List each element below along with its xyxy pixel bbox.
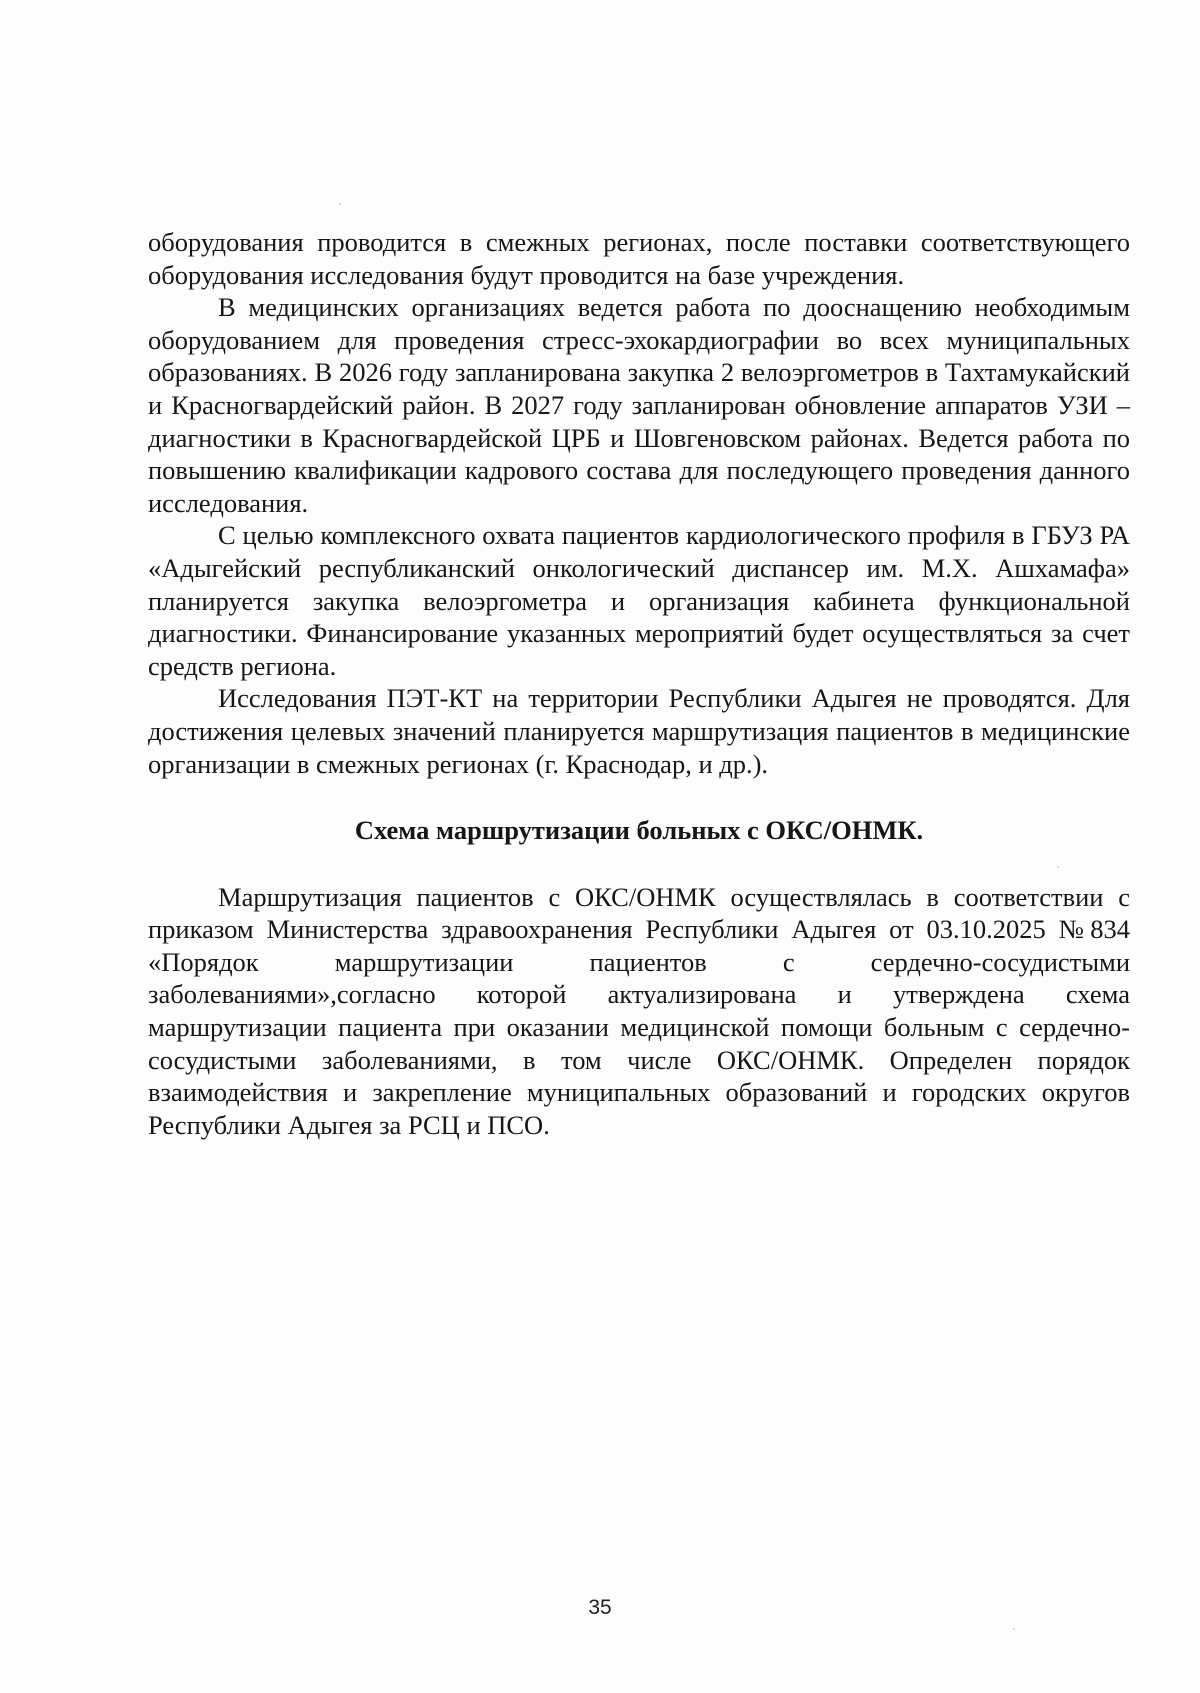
paragraph-equipment: В медицинских организациях ведется работа по дооснащению необходимым оборудованием для проведения стресс-эхокардиографии во всех муниципальных образованиях. В 2026 году запланирована закупка 2 велоэргометров в Тахтамукайский и Красногвардейский район. В 2027 году запланирован обновление аппаратов УЗИ –диагностики в Красногвардейской ЦРБ и Шовгеновском районах. Ведется работа по повышению квалификации кадрового состава для последующего проведения данного исследования. <box>148 292 1130 518</box>
page-number: 35 <box>588 1596 612 1619</box>
paragraph-oncology-dispensary: С целью комплексного охвата пациентов кардиологического профиля в ГБУЗ РА «Адыгейский республиканский онкологический диспансер им. М.Х. Ашхамафа» планируется закупка велоэргометра и организация кабинета функциональной диагностики. Финансирование указанных мероприятий будет осуществляться за счет средств региона. <box>148 520 1130 681</box>
scan-speck <box>339 203 341 205</box>
paragraph-continuation: оборудования проводится в смежных регионах, после поставки соответствующего оборудования исследования будут проводится на базе учреждения. <box>148 227 1130 290</box>
paragraph-routing: Маршрутизация пациентов с ОКС/ОНМК осуществлялась в соответствии с приказом Министерства здравоохранения Республики Адыгея от 03.10.2025 №834 «Порядок маршрутизации пациентов с сердечно-сосудистыми заболеваниями»,согласно которой актуализирована и утверждена схема маршрутизации пациента при оказании медицинской помощи больным с сердечно-сосудистыми заболеваниями, в том числе ОКС/ОНМК. Определен порядок взаимодействия и закрепление муниципальных образований и городских округов Республики Адыгея за РСЦ и ПСО. <box>148 881 1130 1140</box>
paragraph-pet-ct: Исследования ПЭТ-КТ на территории Республики Адыгея не проводятся. Для достижения целевых значений планируется маршрутизация пациентов в медицинские организации в смежных регионах (г. Краснодар, и др.). <box>148 683 1130 779</box>
section-heading: Схема маршрутизации больных с ОКС/ОНМК. <box>354 815 924 846</box>
document-body <box>148 226 1130 1141</box>
scan-speck <box>1013 1628 1015 1630</box>
